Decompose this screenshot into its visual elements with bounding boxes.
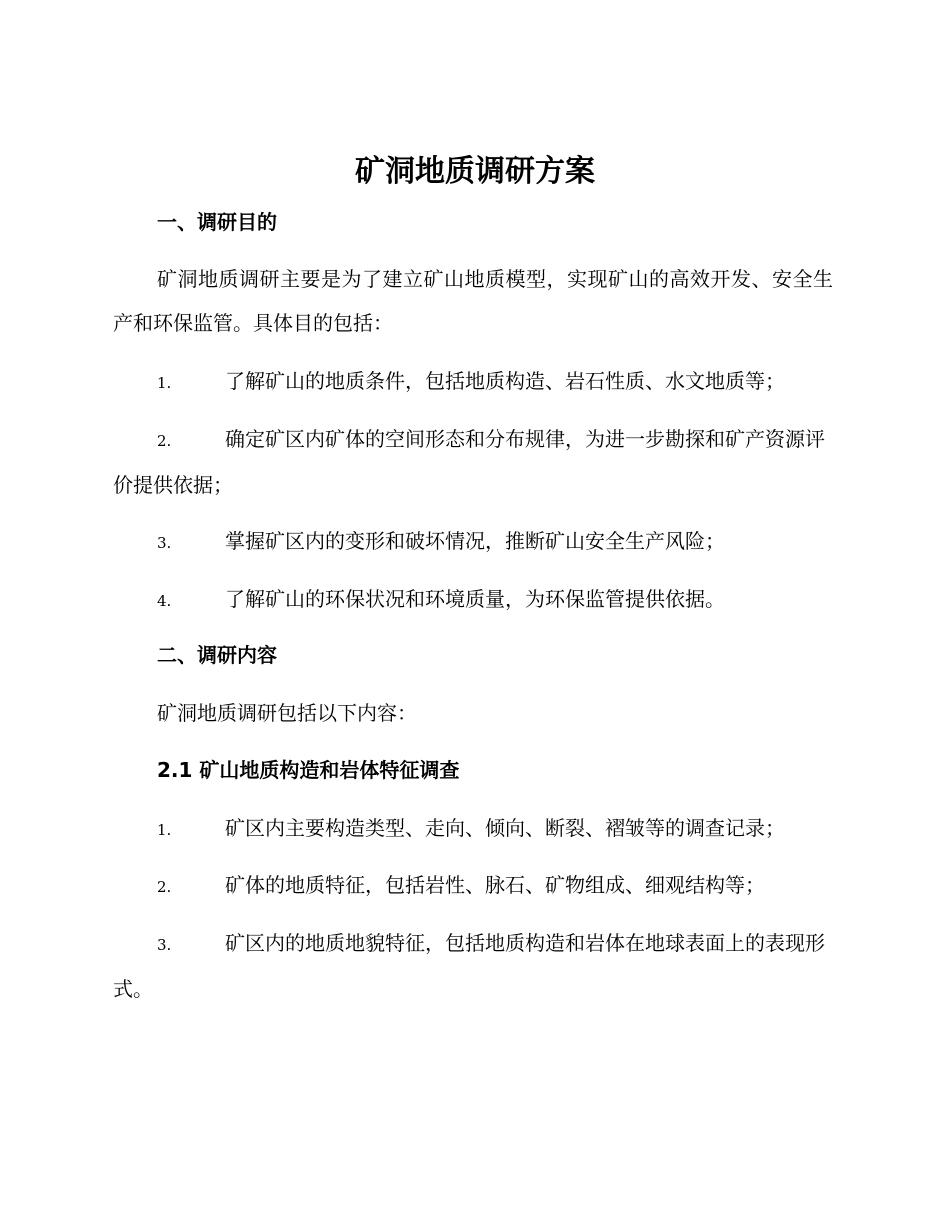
list-item-number: 2.	[157, 878, 172, 896]
list-item-text: 矿区内主要构造类型、走向、倾向、断裂、褶皱等的调查记录；	[225, 816, 785, 840]
list-item	[113, 921, 833, 1011]
section-heading-purpose: 一、调研目的	[157, 210, 277, 234]
list-item-number: 3.	[157, 936, 172, 954]
list-item	[113, 417, 833, 507]
list-item-number: 3.	[157, 534, 172, 552]
list-item	[113, 863, 833, 909]
list-item	[113, 806, 833, 852]
list-item-number: 4.	[157, 592, 172, 610]
list-item-number: 1.	[157, 374, 172, 392]
list-item-number: 1.	[157, 821, 172, 839]
list-item-text: 了解矿山的环保状况和环境质量，为环保监管提供依据。	[225, 587, 725, 611]
section-heading-content: 二、调研内容	[157, 643, 277, 667]
list-item	[113, 359, 833, 405]
list-item-text: 了解矿山的地质条件，包括地质构造、岩石性质、水文地质等；	[225, 369, 785, 393]
subsection-heading: 2.1 矿山地质构造和岩体特征调查	[157, 758, 460, 782]
section-intro-purpose: 矿洞地质调研主要是为了建立矿山地质模型，实现矿山的高效开发、安全生产和环保监管。具体目的包括：	[113, 267, 833, 335]
list-item-text: 掌握矿区内的变形和破坏情况，推断矿山安全生产风险；	[225, 529, 725, 553]
section-intro-content: 矿洞地质调研包括以下内容：	[157, 701, 417, 725]
list-item-text: 矿区内的地质地貌特征，包括地质构造和岩体在地球表面上的表现形式。	[113, 931, 825, 1001]
list-item	[113, 577, 833, 623]
list-item-text: 确定矿区内矿体的空间形态和分布规律，为进一步勘探和矿产资源评价提供依据；	[113, 427, 825, 497]
list-item-text: 矿体的地质特征，包括岩性、脉石、矿物组成、细观结构等；	[225, 873, 765, 897]
list-item-number: 2.	[157, 432, 172, 450]
list-item	[113, 519, 833, 565]
document-title: 矿洞地质调研方案	[355, 154, 595, 189]
